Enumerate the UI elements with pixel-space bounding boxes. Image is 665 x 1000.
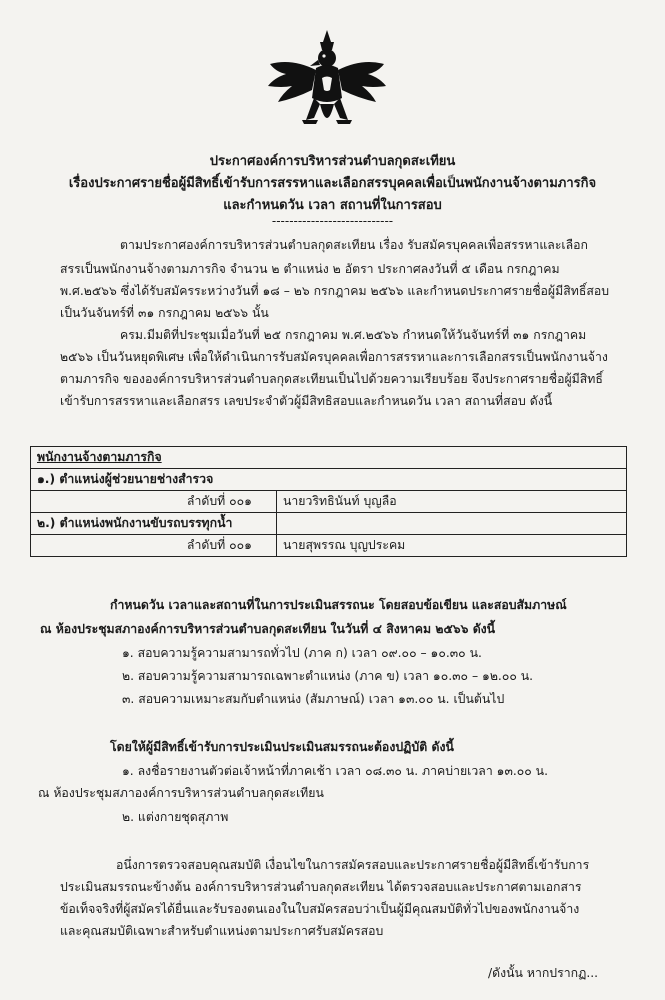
intro-p1-line-1: ตามประกาศองค์การบริหารส่วนตำบลกุดสะเทียน เรื่อง รับสมัครบุคคลเพื่อสรรหาและเลือก	[120, 238, 588, 252]
closing-line-1: อนึ่งการตรวจสอบคุณสมบัติ เงื่อนไขในการสมัครสอบและประกาศรายชื่อผู้มีสิทธิ์เข้ารับการ	[116, 858, 590, 872]
position-1-number: ลำดับที่ ๐๐๑	[31, 491, 277, 513]
schedule-line-2: ณ ห้องประชุมสภาองค์การบริหารส่วนตำบลกุดสะเทียน ในวันที่ ๔ สิงหาคม ๒๕๖๖ ดังนี้	[40, 622, 496, 636]
header-line-1: ประกาศองค์การบริหารส่วนตำบลกุดสะเทียน	[209, 154, 456, 169]
position-2-title: ๒.) ตำแหน่งพนักงานขับรถบรรทุกน้ำ	[31, 513, 277, 535]
table-row	[31, 513, 627, 535]
header-separator: ----------------------------	[271, 214, 394, 228]
position-2-name: นายสุพรรณ บุญประคม	[277, 535, 627, 557]
closing-line-3: ข้อเท็จจริงที่ผู้สมัครได้ยื่นและรับรองตนเองในใบสมัครสอบว่าเป็นผู้มีคุณสมบัติทั่วไปของพนักงานจ้าง	[60, 902, 580, 916]
intro-p2-line-2: ๒๕๖๖ เป็นวันหยุดพิเศษ เพื่อให้ดำเนินการรับสมัครบุคคลเพื่อการสรรหาและการเลือกสรรเป็นพนักงานจ้าง	[60, 350, 608, 364]
rules-item-2: ๒. แต่งกายชุดสุภาพ	[122, 810, 229, 824]
closing-line-2: ประเมินสมรรถนะข้างต้น องค์การบริหารส่วนตำบลกุดสะเทียน ได้ตรวจสอบและประกาศตามเอกสาร	[60, 880, 582, 894]
table-row	[31, 491, 627, 513]
table-row	[31, 469, 627, 491]
position-1-name: นายวริทธินันท์ บุญลือ	[277, 491, 627, 513]
header-line-3: และกำหนดวัน เวลา สถานที่ในการสอบ	[223, 198, 442, 213]
candidates-table	[30, 446, 627, 557]
garuda-emblem	[262, 28, 392, 140]
rules-heading: โดยให้ผู้มีสิทธิ์เข้ารับการประเมินประเมินสมรรถนะต้องปฏิบัติ ดังนี้	[110, 740, 454, 754]
rules-item-1a: ๑. ลงชื่อรายงานตัวต่อเจ้าหน้าที่ภาคเช้า เวลา ๐๘.๓๐ น. ภาคบ่ายเวลา ๑๓.๐๐ น.	[122, 764, 548, 778]
intro-p2-line-1: ครม.มีมติที่ประชุมเมื่อวันที่ ๒๕ กรกฎาคม พ.ศ.๒๕๖๖ กำหนดให้วันจันทร์ที่ ๓๑ กรกฎาคม	[120, 328, 587, 342]
intro-p1-line-2: สรรเป็นพนักงานจ้างตามภารกิจ จำนวน ๒ ตำแหน่ง ๒ อัตรา ประกาศลงวันที่ ๕ เดือน กรกฎาคม	[60, 262, 560, 276]
schedule-item-2: ๒. สอบความรู้ความสามารถเฉพาะตำแหน่ง (ภาค ข) เวลา ๑๐.๓๐ – ๑๒.๐๐ น.	[122, 669, 534, 683]
intro-p2-line-4: เข้ารับการสรรหาและเลือกสรร เลขประจำตัวผู้มีสิทธิสอบและกำหนดวัน เวลา สถานที่สอบ ดังนี้	[60, 394, 553, 408]
rules-item-1b: ณ ห้องประชุมสภาองค์การบริหารส่วนตำบลกุดสะเทียน	[38, 786, 324, 800]
header-line-2: เรื่องประกาศรายชื่อผู้มีสิทธิ์เข้ารับการสรรหาและเลือกสรรบุคคลเพื่อเป็นพนักงานจ้างตามภารกิจ	[68, 176, 597, 191]
table-row	[31, 535, 627, 557]
closing-line-4: และคุณสมบัติเฉพาะสำหรับตำแหน่งตามประกาศรับสมัครสอบ	[60, 924, 384, 938]
table-heading: พนักงานจ้างตามภารกิจ	[31, 447, 627, 469]
table-heading-row	[31, 447, 627, 469]
intro-p1-line-4: เป็นวันจันทร์ที่ ๓๑ กรกฎาคม ๒๕๖๖ นั้น	[60, 306, 269, 320]
intro-p2-line-3: ตามภารกิจ ขององค์การบริหารส่วนตำบลกุดสะเทียนเป็นไปด้วยความเรียบร้อย จึงประกาศรายชื่อผู้มีสิทธิ์	[60, 372, 603, 386]
intro-p1-line-3: พ.ศ.๒๕๖๖ ซึ่งได้รับสมัครระหว่างวันที่ ๑๘ – ๒๖ กรกฎาคม ๒๕๖๖ และกำหนดประกาศรายชื่อผู้มีสิทธิ์สอบ	[60, 284, 610, 298]
continued-marker: /ดังนั้น หากปรากฏ...	[488, 966, 599, 980]
position-1-title: ๑.) ตำแหน่งผู้ช่วยนายช่างสำรวจ	[31, 469, 627, 491]
schedule-line-1: กำหนดวัน เวลาและสถานที่ในการประเมินสรรถนะ โดยสอบข้อเขียน และสอบสัมภาษณ์	[110, 598, 567, 612]
schedule-item-1: ๑. สอบความรู้ความสามารถทั่วไป (ภาค ก) เวลา ๐๙.๐๐ – ๑๐.๓๐ น.	[122, 646, 482, 660]
schedule-item-3: ๓. สอบความเหมาะสมกับตำแหน่ง (สัมภาษณ์) เวลา ๑๓.๐๐ น. เป็นต้นไป	[122, 692, 505, 706]
position-2-number: ลำดับที่ ๐๐๑	[31, 535, 277, 557]
